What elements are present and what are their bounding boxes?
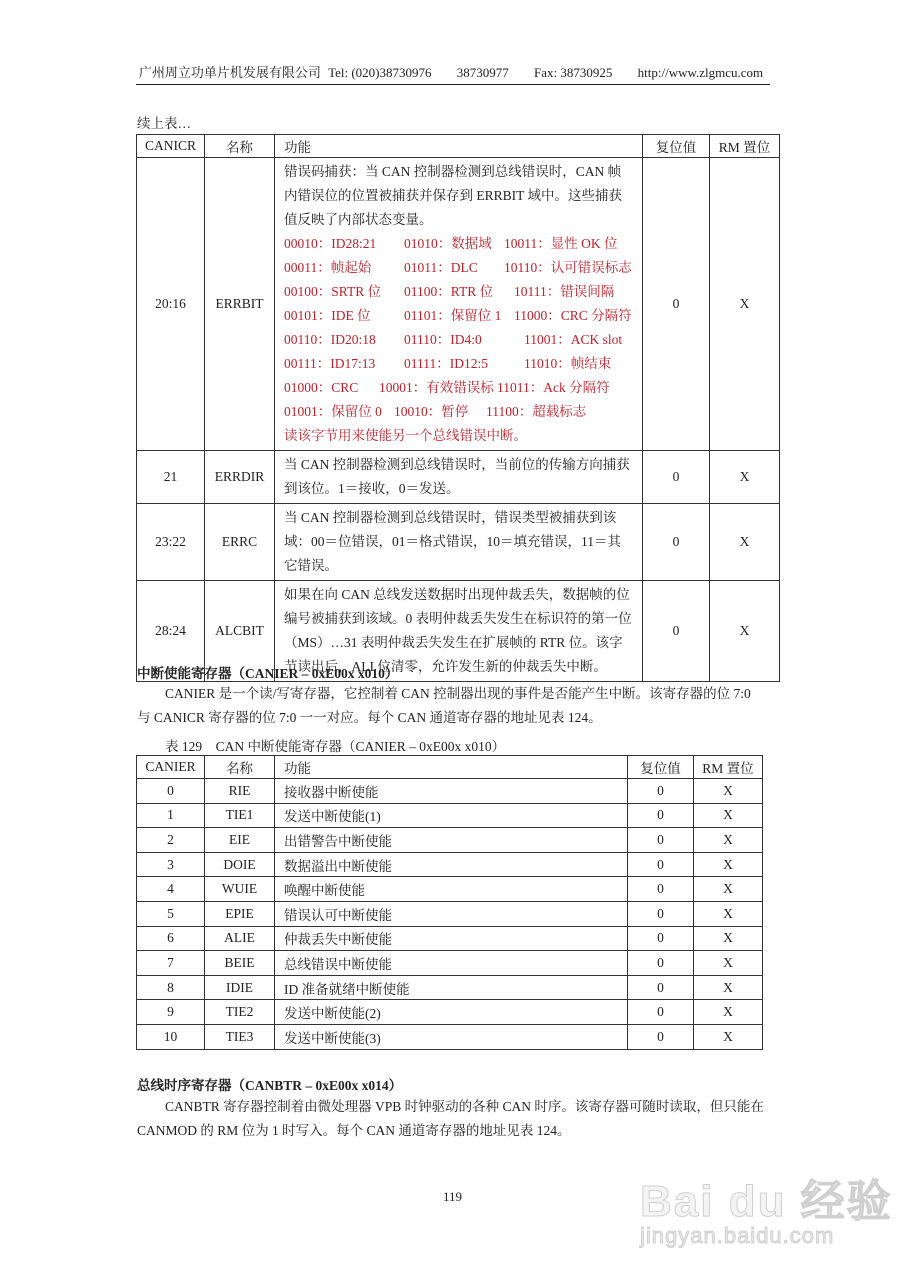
rm-cell: X bbox=[694, 1024, 763, 1049]
table-row bbox=[137, 504, 780, 581]
table-row bbox=[137, 926, 763, 951]
table-row bbox=[137, 951, 763, 976]
code-item: 00101：IDE 位 bbox=[284, 308, 371, 323]
name-cell: EIE bbox=[205, 828, 275, 853]
code-item: 00110：ID20:18 bbox=[284, 332, 376, 347]
table-row bbox=[137, 828, 763, 853]
name-cell: TIE1 bbox=[205, 803, 275, 828]
rm-cell: X bbox=[694, 1000, 763, 1025]
desc-cell: 发送中断使能(1) bbox=[275, 803, 628, 828]
name-cell: ERRC bbox=[205, 504, 275, 581]
reset-cell: 0 bbox=[628, 951, 694, 976]
column-header: 复位值 bbox=[643, 135, 710, 158]
code-item: 10001：有效错误标 bbox=[379, 380, 494, 395]
page-number: 119 bbox=[443, 1189, 463, 1204]
reset-cell: 0 bbox=[628, 1024, 694, 1049]
column-header: RM 置位 bbox=[710, 135, 780, 158]
code-item: 01010：数据域 bbox=[404, 236, 492, 251]
reset-cell: 0 bbox=[628, 803, 694, 828]
code-item: 11100：超载标志 bbox=[486, 404, 587, 419]
bits-cell: 9 bbox=[137, 1000, 205, 1025]
code-item: 00111：ID17:13 bbox=[284, 356, 376, 371]
header-fax: Fax: 38730925 bbox=[534, 65, 613, 80]
column-header: 功能 bbox=[275, 756, 628, 779]
code-line bbox=[284, 232, 633, 256]
table-header-row bbox=[137, 135, 780, 158]
code-item: 00010：ID28:21 bbox=[284, 236, 377, 251]
reset-cell: 0 bbox=[643, 581, 710, 682]
rm-cell: X bbox=[694, 803, 763, 828]
rm-cell: X bbox=[694, 779, 763, 804]
bits-cell: 20:16 bbox=[137, 158, 205, 451]
watermark-brand: Bai du 经验 bbox=[640, 1177, 893, 1226]
page-header bbox=[136, 62, 770, 85]
name-cell: RIE bbox=[205, 779, 275, 804]
code-line bbox=[284, 280, 633, 304]
code-item: 10111：错误间隔 bbox=[514, 284, 615, 299]
note-text: 读该字节用来使能另一个总线错误中断。 bbox=[284, 428, 527, 443]
code-line bbox=[284, 352, 633, 376]
rm-cell: X bbox=[694, 926, 763, 951]
rm-cell: X bbox=[694, 951, 763, 976]
code-item: 11001：ACK slot bbox=[524, 332, 623, 347]
desc-cell: 唤醒中断使能 bbox=[275, 877, 628, 902]
desc-cell: 当 CAN 控制器检测到总线错误时，错误类型被捕获到该域：00＝位错误，01＝格式错误，10＝填充错误，11＝其它错误。 bbox=[275, 504, 643, 581]
bits-cell: 5 bbox=[137, 901, 205, 926]
rm-cell: X bbox=[710, 504, 780, 581]
error-code-list bbox=[284, 232, 633, 448]
section-title-canbtr: 总线时序寄存器（CANBTR – 0xE00x x014） bbox=[137, 1078, 403, 1093]
desc-cell: 接收器中断使能 bbox=[275, 779, 628, 804]
code-item: 10011：显性 OK 位 bbox=[504, 236, 618, 251]
table-row bbox=[137, 877, 763, 902]
desc-cell bbox=[275, 158, 643, 451]
section-paragraph-canbtr: CANBTR 寄存器控制着由微处理器 VPB 时钟驱动的各种 CAN 时序。该寄存器可随时读取，但只能在 CANMOD 的 RM 位为 1 时写入。每个 CAN 通道寄存器的地址见表 124。 bbox=[137, 1099, 764, 1138]
code-item: 01101：保留位 1 bbox=[404, 308, 502, 323]
canicr-table bbox=[136, 134, 780, 682]
rm-cell: X bbox=[694, 852, 763, 877]
table-row bbox=[137, 451, 780, 504]
code-item: 11010：帧结束 bbox=[524, 356, 612, 371]
desc-cell: 错误认可中断使能 bbox=[275, 901, 628, 926]
reset-cell: 0 bbox=[643, 504, 710, 581]
column-header: 复位值 bbox=[628, 756, 694, 779]
code-line bbox=[284, 328, 633, 352]
continued-label: 续上表… bbox=[137, 116, 191, 131]
table-caption: 表 129 CAN 中断使能寄存器（CANIER – 0xE00x x010） bbox=[165, 739, 506, 754]
bits-cell: 3 bbox=[137, 852, 205, 877]
code-item: 01100：RTR 位 bbox=[404, 284, 494, 299]
desc-cell: 数据溢出中断使能 bbox=[275, 852, 628, 877]
canier-table bbox=[136, 755, 763, 1050]
name-cell: IDIE bbox=[205, 975, 275, 1000]
desc-cell: 发送中断使能(2) bbox=[275, 1000, 628, 1025]
watermark-site: jingyan.baidu.com bbox=[640, 1223, 835, 1248]
desc-cell: ID 准备就绪中断使能 bbox=[275, 975, 628, 1000]
name-cell: EPIE bbox=[205, 901, 275, 926]
reset-cell: 0 bbox=[643, 451, 710, 504]
code-item: 10010：暂停 bbox=[394, 404, 469, 419]
code-item: 01110：ID4:0 bbox=[404, 332, 482, 347]
bits-cell: 2 bbox=[137, 828, 205, 853]
reset-cell: 0 bbox=[628, 926, 694, 951]
rm-cell: X bbox=[694, 901, 763, 926]
bits-cell: 4 bbox=[137, 877, 205, 902]
table-row bbox=[137, 901, 763, 926]
bits-cell: 23:22 bbox=[137, 504, 205, 581]
bits-cell: 21 bbox=[137, 451, 205, 504]
table-row bbox=[137, 852, 763, 877]
table-row bbox=[137, 158, 780, 451]
desc-cell: 发送中断使能(3) bbox=[275, 1024, 628, 1049]
code-line bbox=[284, 376, 633, 400]
table-row bbox=[137, 975, 763, 1000]
desc-cell: 总线错误中断使能 bbox=[275, 951, 628, 976]
reset-cell: 0 bbox=[628, 901, 694, 926]
code-item: 00100：SRTR 位 bbox=[284, 284, 382, 299]
bits-cell: 8 bbox=[137, 975, 205, 1000]
name-cell: DOIE bbox=[205, 852, 275, 877]
table-row bbox=[137, 1024, 763, 1049]
bits-cell: 6 bbox=[137, 926, 205, 951]
reset-cell: 0 bbox=[628, 828, 694, 853]
code-item: 11000：CRC 分隔符 bbox=[514, 308, 632, 323]
column-header: CANIER bbox=[137, 756, 205, 779]
code-item: 01001：保留位 0 bbox=[284, 404, 382, 419]
table-row bbox=[137, 803, 763, 828]
desc-cell: 当 CAN 控制器检测到总线错误时，当前位的传输方向捕获到该位。1＝接收，0＝发送。 bbox=[275, 451, 643, 504]
bits-cell: 7 bbox=[137, 951, 205, 976]
header-tel2: 38730977 bbox=[456, 65, 509, 80]
bits-cell: 10 bbox=[137, 1024, 205, 1049]
column-header: RM 置位 bbox=[694, 756, 763, 779]
column-header: 名称 bbox=[205, 135, 275, 158]
reset-cell: 0 bbox=[628, 975, 694, 1000]
code-line bbox=[284, 304, 633, 328]
code-item: 01011：DLC bbox=[404, 260, 478, 275]
header-tel: Tel: (020)38730976 bbox=[328, 65, 432, 80]
name-cell: ERRBIT bbox=[205, 158, 275, 451]
table-row bbox=[137, 779, 763, 804]
name-cell: ALIE bbox=[205, 926, 275, 951]
column-header: 功能 bbox=[275, 135, 643, 158]
column-header: 名称 bbox=[205, 756, 275, 779]
rm-cell: X bbox=[694, 877, 763, 902]
bits-cell: 28:24 bbox=[137, 581, 205, 682]
rm-cell: X bbox=[694, 828, 763, 853]
code-item: 01111：ID12:5 bbox=[404, 356, 488, 371]
code-item: 10110：认可错误标志 bbox=[504, 260, 632, 275]
name-cell: ALCBIT bbox=[205, 581, 275, 682]
code-line bbox=[284, 400, 633, 424]
table-row bbox=[137, 1000, 763, 1025]
rm-cell: X bbox=[710, 451, 780, 504]
name-cell: TIE2 bbox=[205, 1000, 275, 1025]
company-name: 广州周立功单片机发展有限公司 bbox=[138, 65, 321, 80]
name-cell: TIE3 bbox=[205, 1024, 275, 1049]
reset-cell: 0 bbox=[628, 877, 694, 902]
code-item: 01000：CRC bbox=[284, 380, 359, 395]
desc-cell: 出错警告中断使能 bbox=[275, 828, 628, 853]
code-line bbox=[284, 256, 633, 280]
table-header-row bbox=[137, 756, 763, 779]
desc-cell: 如果在向 CAN 总线发送数据时出现仲裁丢失，数据帧的位编号被捕获到该域。0 表明仲裁丢失发生在标识符的第一位（MS）…31 表明仲裁丢失发生在扩展帧的 RTR 位。该字节读出后，ALI 位清零，允许发生新的仲裁丢失中断。 bbox=[275, 581, 643, 682]
section-paragraph-canier: CANIER 是一个读/写寄存器，它控制着 CAN 控制器出现的事件是否能产生中断。该寄存器的位 7:0 与 CANICR 寄存器的位 7:0 一一对应。每个 CAN 通道寄存器的地址见表 124。 bbox=[137, 686, 751, 725]
rm-cell: X bbox=[710, 581, 780, 682]
reset-cell: 0 bbox=[628, 779, 694, 804]
desc-text: 错误码捕获：当 CAN 控制器检测到总线错误时，CAN 帧内错误位的位置被捕获并保存到 ERRBIT 域中。这些捕获值反映了内部状态变量。 bbox=[284, 164, 623, 227]
rm-cell: X bbox=[710, 158, 780, 451]
bits-cell: 1 bbox=[137, 803, 205, 828]
header-url: http://www.zlgmcu.com bbox=[637, 65, 764, 80]
reset-cell: 0 bbox=[628, 1000, 694, 1025]
section-title-canier: 中断使能寄存器（CANIER – 0xE00x x010） bbox=[137, 666, 399, 681]
column-header: CANICR bbox=[137, 135, 205, 158]
reset-cell: 0 bbox=[643, 158, 710, 451]
bits-cell: 0 bbox=[137, 779, 205, 804]
code-item: 00011：帧起始 bbox=[284, 260, 372, 275]
name-cell: WUIE bbox=[205, 877, 275, 902]
rm-cell: X bbox=[694, 975, 763, 1000]
desc-cell: 仲裁丢失中断使能 bbox=[275, 926, 628, 951]
baidu-watermark bbox=[640, 1165, 893, 1249]
name-cell: ERRDIR bbox=[205, 451, 275, 504]
name-cell: BEIE bbox=[205, 951, 275, 976]
code-item: 11011：Ack 分隔符 bbox=[497, 380, 610, 395]
reset-cell: 0 bbox=[628, 852, 694, 877]
